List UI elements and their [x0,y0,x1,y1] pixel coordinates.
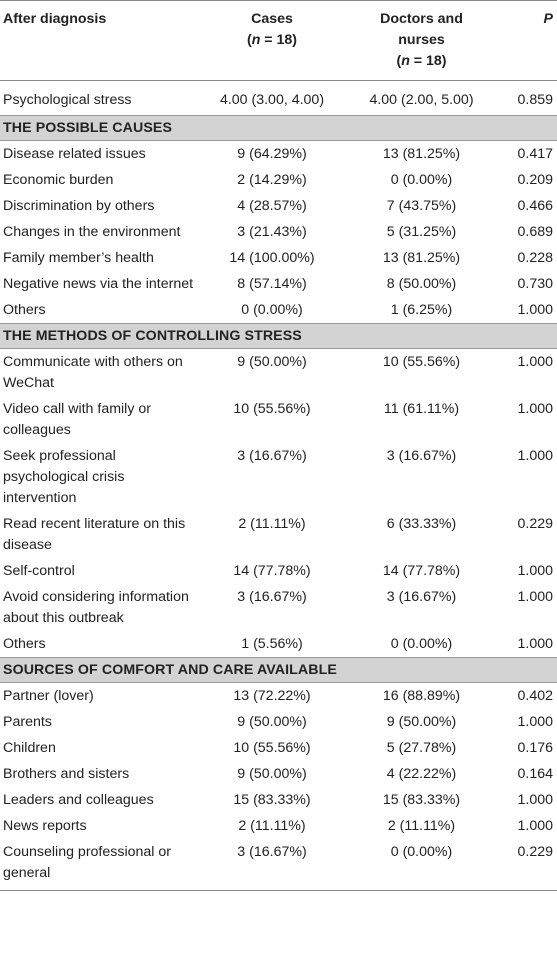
table-row [0,443,557,511]
section-title: SOURCES OF COMFORT AND CARE AVAILABLE [0,658,557,683]
table-row [0,735,557,761]
row-p-value: 0.229 [499,839,557,891]
row-staff-value: 5 (31.25%) [386,224,457,240]
row-staff-value: 11 (61.11%) [383,401,460,417]
row-staff-value: 13 (81.25%) [382,250,461,266]
table-row [0,167,557,193]
row-staff-value: 0 (0.00%) [390,172,453,188]
row-cases-value: 9 (50.00%) [237,714,307,730]
row-cases-value: 3 (21.43%) [237,224,307,240]
row-p-value: 1.000 [517,302,553,318]
row-label: Disease related issues [3,146,146,162]
row-staff-value: 14 (77.78%) [382,563,461,579]
row-label: Brothers and sisters [3,766,130,782]
table-row [0,761,557,787]
row-p-value: 1.000 [517,401,553,417]
table-row [0,709,557,735]
row-p-value: 0.859 [517,92,553,108]
row-cases-value: 2 (11.11%) [238,516,306,532]
row-cases-value: 2 (14.29%) [237,172,307,188]
row-p-value: 0.730 [517,276,553,292]
table-row-psychological-stress [0,81,557,116]
header-cases-title: Cases [251,11,293,27]
row-cases-value: 3 (16.67%) [200,839,344,891]
row-label: News reports [3,818,87,834]
row-label: Parents [3,714,52,730]
table-row [0,219,557,245]
row-p-value: 0.229 [517,516,553,532]
row-cases-value: 14 (100.00%) [229,250,315,266]
table-row [0,349,557,397]
table-row [0,839,557,891]
header-staff-n: (n = 18) [396,53,447,69]
row-staff-value: 16 (88.89%) [382,688,461,704]
row-label: Communicate with others on WeChat [3,354,183,391]
row-staff-value: 15 (83.33%) [382,792,461,808]
row-label: Negative news via the internet [3,276,194,292]
row-staff-value: 0 (0.00%) [390,636,453,652]
row-p-value: 0.164 [517,766,553,782]
row-cases-value: 4.00 (3.00, 4.00) [219,92,325,108]
row-label: Children [3,740,56,756]
row-p-value: 1.000 [517,354,553,370]
row-p-value: 1.000 [517,792,553,808]
table-header [0,1,557,81]
row-p-value: 0.176 [517,740,553,756]
header-cases [200,1,344,81]
header-cases-n: (n = 18) [246,32,298,48]
row-p-value: 0.417 [517,146,553,162]
row-cases-value: 3 (16.67%) [237,448,307,464]
row-label: Seek professional psychological crisis intervention [3,448,125,506]
row-p-value: 1.000 [517,563,553,579]
row-cases-value: 4 (28.57%) [237,198,307,214]
row-cases-value: 14 (77.78%) [233,563,311,579]
table-row [0,193,557,219]
section-title: THE POSSIBLE CAUSES [0,116,557,141]
section-header-row [0,116,557,141]
section-title: THE METHODS OF CONTROLLING STRESS [0,324,557,349]
row-label: Changes in the environment [3,224,181,240]
row-staff-value: 7 (43.75%) [386,198,457,214]
table-row [0,813,557,839]
row-p-value: 0.209 [517,172,553,188]
row-cases-value: 2 (11.11%) [238,818,306,834]
row-cases-value: 9 (50.00%) [237,766,307,782]
table-row [0,683,557,710]
row-cases-value: 10 (55.56%) [233,740,311,756]
row-label: Avoid considering information about this outbreak [3,589,189,626]
header-row [0,1,557,81]
row-cases-value: 1 (5.56%) [241,636,303,652]
row-label: Partner (lover) [3,688,94,704]
header-staff-title-1: Doctors and [380,11,463,27]
row-staff-value: 6 (33.33%) [386,516,457,532]
row-p-value: 1.000 [517,448,553,464]
section-header-row [0,658,557,683]
row-staff-value: 10 (55.56%) [382,354,461,370]
row-p-value: 1.000 [517,818,553,834]
row-cases-value: 15 (83.33%) [233,792,311,808]
row-p-value: 1.000 [517,636,553,652]
table-row [0,558,557,584]
row-label: Economic burden [3,172,114,188]
row-cases-value: 9 (50.00%) [237,354,307,370]
table-row [0,631,557,658]
row-p-value: 0.228 [517,250,553,266]
table-row [0,297,557,324]
row-label: Video call with family or colleagues [3,401,151,438]
header-p-value: P [499,1,557,81]
row-cases-value: 13 (72.22%) [233,688,311,704]
row-cases-value: 3 (16.67%) [237,589,307,605]
table-body [0,81,557,891]
row-label: Counseling professional or general [0,839,200,891]
row-staff-value: 0 (0.00%) [344,839,499,891]
row-staff-value: 13 (81.25%) [382,146,461,162]
row-staff-value: 5 (27.78%) [386,740,457,756]
row-p-value: 0.689 [517,224,553,240]
row-staff-value: 8 (50.00%) [386,276,457,292]
row-label: Leaders and colleagues [3,792,154,808]
section-header-row [0,324,557,349]
row-label: Psychological stress [3,92,132,108]
row-label: Others [3,636,46,652]
header-after-diagnosis: After diagnosis [0,1,200,81]
header-staff-title-2: nurses [398,32,445,48]
row-staff-value: 4 (22.22%) [386,766,457,782]
row-p-value: 1.000 [517,714,553,730]
row-staff-value: 1 (6.25%) [390,302,453,318]
row-cases-value: 10 (55.56%) [233,401,311,417]
row-p-value: 0.466 [517,198,553,214]
table-row [0,271,557,297]
row-staff-value: 3 (16.67%) [386,448,457,464]
row-p-value: 0.402 [517,688,553,704]
table-row [0,245,557,271]
table-row [0,141,557,168]
table-row [0,396,557,443]
table-row [0,787,557,813]
row-staff-value: 9 (50.00%) [386,714,457,730]
row-cases-value: 9 (64.29%) [237,146,307,162]
row-staff-value: 4.00 (2.00, 5.00) [369,92,474,108]
row-label: Others [3,302,46,318]
row-cases-value: 8 (57.14%) [237,276,307,292]
table-row [0,511,557,558]
row-label: Discrimination by others [3,198,155,214]
row-staff-value: 2 (11.11%) [387,818,456,834]
row-label: Self-control [3,563,75,579]
row-cases-value: 0 (0.00%) [241,302,303,318]
table-row [0,584,557,631]
row-p-value: 1.000 [517,589,553,605]
row-label: Read recent literature on this disease [3,516,186,553]
header-doctors-nurses [344,1,499,81]
row-label: Family member’s health [3,250,154,266]
row-staff-value: 3 (16.67%) [386,589,457,605]
